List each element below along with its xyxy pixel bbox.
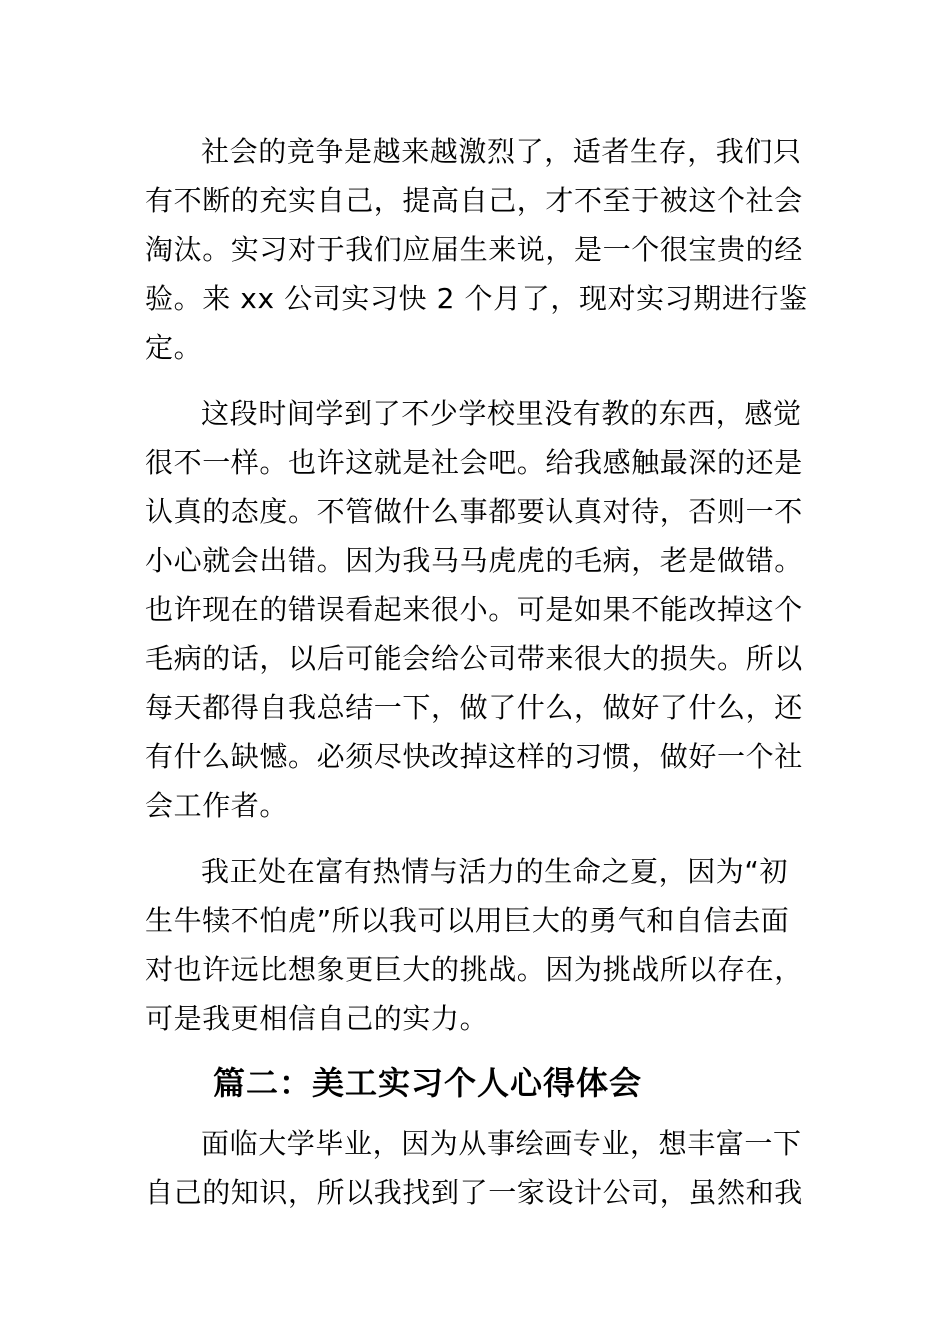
paragraph-line: 有什么缺憾。必须尽快改掉这样的习惯，做好一个社 xyxy=(145,740,803,773)
paragraph-line: 会工作者。 xyxy=(145,789,289,822)
paragraph-line: 淘汰。实习对于我们应届生来说，是一个很宝贵的经 xyxy=(145,233,803,266)
paragraph-line: 认真的态度。不管做什么事都要认真对待，否则一不 xyxy=(145,495,803,528)
paragraph-line: 我正处在富有热情与活力的生命之夏，因为“初 xyxy=(201,855,789,888)
paragraph-line: 有不断的充实自己，提高自己，才不至于被这个社会 xyxy=(145,184,803,217)
paragraph-line: 自己的知识，所以我找到了一家设计公司，虽然和我 xyxy=(145,1176,803,1209)
paragraph-line: 可是我更相信自己的实力。 xyxy=(145,1002,489,1035)
paragraph-line: 小心就会出错。因为我马马虎虎的毛病，老是做错。 xyxy=(145,544,803,577)
paragraph-line: 面临大学毕业，因为从事绘画专业，想丰富一下 xyxy=(201,1127,802,1160)
paragraph-line: 社会的竞争是越来越激烈了，适者生存，我们只 xyxy=(201,135,802,168)
paragraph-line: 很不一样。也许这就是社会吧。给我感触最深的还是 xyxy=(145,446,803,479)
paragraph-line: 也许现在的错误看起来很小。可是如果不能改掉这个 xyxy=(145,593,803,626)
paragraph-line: 这段时间学到了不少学校里没有教的东西，感觉 xyxy=(201,397,802,430)
section-heading: 篇二：美工实习个人心得体会 xyxy=(213,1064,643,1102)
paragraph-line: 定。 xyxy=(145,331,203,364)
paragraph-line: 每天都得自我总结一下，做了什么，做好了什么，还 xyxy=(145,691,803,724)
paragraph-line: 生牛犊不怕虎”所以我可以用巨大的勇气和自信去面 xyxy=(145,904,790,937)
paragraph-line: 对也许远比想象更巨大的挑战。因为挑战所以存在， xyxy=(145,953,803,986)
paragraph-line: 验。来 xx 公司实习快 2 个月了，现对实习期进行鉴 xyxy=(145,282,808,315)
paragraph-line: 毛病的话，以后可能会给公司带来很大的损失。所以 xyxy=(145,642,803,675)
